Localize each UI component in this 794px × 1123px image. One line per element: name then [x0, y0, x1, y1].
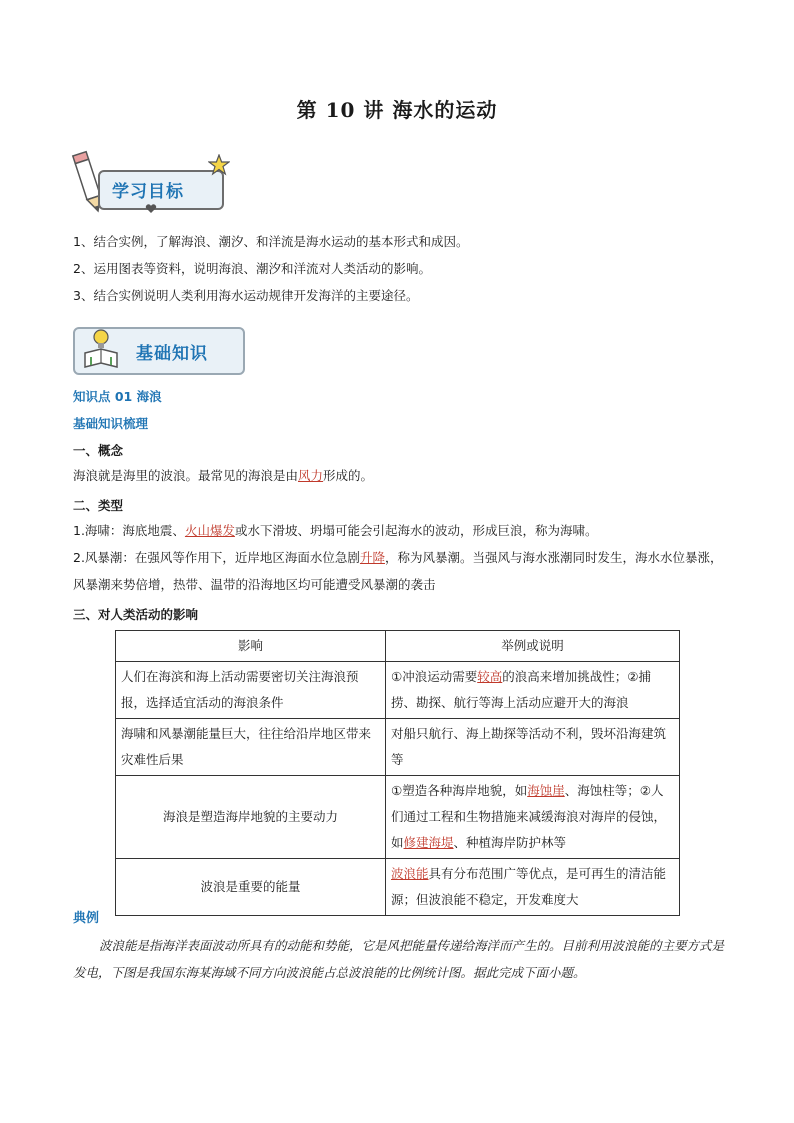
table-cell-example: 对船只航行、海上勘探等活动不利，毁坏沿海建筑等: [386, 719, 680, 776]
example-highlight: 海蚀崖: [527, 783, 565, 798]
tsunami-text-end: 或水下滑坡、坍塌可能会引起海水的波动，形成巨浪，称为海啸。: [234, 523, 598, 538]
example-text-end: 、种植海岸防护林等: [453, 835, 567, 850]
example-text-end: 的浪高来增加挑战性；②捕捞、勘探、航行等海上活动应避开大的海浪: [391, 669, 651, 710]
example-text: ①冲浪运动需要: [391, 669, 478, 684]
table-header-impact: 影响: [116, 631, 386, 662]
example-label: 典例: [73, 911, 100, 926]
concept-highlight: 风力: [298, 468, 324, 483]
table-cell-impact: 海啸和风暴潮能量巨大，往往给沿岸地区带来灾难性后果: [116, 719, 386, 776]
table-header-row: [116, 631, 680, 662]
concept-text-end: 形成的。: [323, 468, 374, 483]
tsunami-text: 1.海啸：海底地震、: [73, 523, 185, 538]
storm-surge-text-end: ，称为风暴潮。当强风与海水涨潮同时发生，海水水位暴涨，风暴潮来势倍增，热带、温带的沿海地区均可能遭受风暴潮的袭击: [73, 550, 723, 592]
goal-3: 3、结合实例说明人类利用海水运动规律开发海洋的主要途径。: [73, 288, 419, 303]
table-cell-example: [386, 776, 680, 859]
section-types-heading: 二、类型: [73, 498, 124, 513]
section-concept-heading: 一、概念: [73, 443, 124, 458]
table-row: [116, 719, 680, 776]
type-tsunami-paragraph: [73, 517, 728, 544]
storm-surge-highlight: 升降: [359, 550, 385, 565]
table-cell-impact: 波浪是重要的能量: [116, 859, 386, 916]
tsunami-highlight: 火山爆发: [184, 523, 235, 538]
knowledge-subtitle: 基础知识梳理: [73, 416, 149, 431]
example-highlight: 较高: [477, 669, 503, 684]
example-highlight: 波浪能: [391, 866, 429, 881]
table-row: [116, 776, 680, 859]
storm-surge-text: 2.风暴潮：在强风等作用下，近岸地区海面水位急剧: [73, 550, 360, 565]
page-title: 第 10 讲 海水的运动: [296, 98, 498, 122]
goals-banner-title: 学习目标: [112, 182, 184, 202]
heart-icon: [145, 204, 157, 214]
goal-1: 1、结合实例，了解海浪、潮汐、和洋流是海水运动的基本形式和成因。: [73, 234, 469, 249]
table-header-example: 举例或说明: [386, 631, 680, 662]
knowledge-banner: [73, 325, 243, 375]
example-text-end: 具有分布范围广等优点，是可再生的清洁能源；但波浪能不稳定，开发难度大: [391, 866, 667, 907]
table-row: [116, 662, 680, 719]
concept-paragraph: [73, 462, 728, 489]
example-paragraph: 波浪能是指海洋表面波动所具有的动能和势能，它是风把能量传递给海洋而产生的。目前利用波浪能的主要方式是发电，下图是我国东海某海域不同方向波浪能占总波浪能的比例统计图。据此完成下面小题。: [73, 938, 725, 980]
table-cell-impact: 人们在海滨和海上活动需要密切关注海浪预报，选择适宜活动的海浪条件: [116, 662, 386, 719]
knowledge-banner-title: 基础知识: [136, 344, 208, 364]
table-cell-example: [386, 662, 680, 719]
concept-text: 海浪就是海里的波浪。最常见的海浪是由: [73, 468, 299, 483]
example-text: ①塑造各种海岸地貌，如: [391, 783, 528, 798]
table-cell-impact: 海浪是塑造海岸地貌的主要动力: [116, 776, 386, 859]
table-row: [116, 859, 680, 916]
goal-2: 2、运用图表等资料，说明海浪、潮汐和洋流对人类活动的影响。: [73, 261, 431, 276]
book-bulb-icon: [81, 327, 121, 371]
section-impact-heading: 三、对人类活动的影响: [73, 607, 199, 622]
type-storm-surge-paragraph: [73, 544, 728, 598]
table-cell-example: [386, 859, 680, 916]
example-text: 、海蚀柱等；②人们通过工程和生物措施来减缓海浪对海岸的侵蚀，如: [391, 783, 667, 850]
knowledge-point-title: 知识点 01 海浪: [73, 389, 162, 404]
example-highlight: 修建海堤: [403, 835, 454, 850]
impact-table: [115, 630, 680, 916]
goals-banner: [70, 148, 235, 218]
star-icon: [208, 154, 230, 176]
